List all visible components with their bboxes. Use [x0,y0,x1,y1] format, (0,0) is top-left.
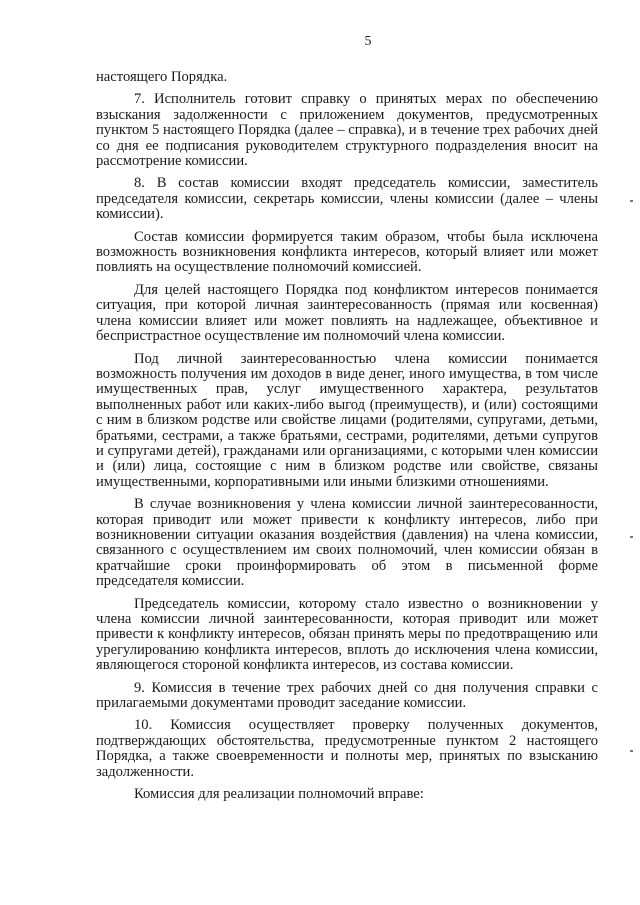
paragraph-notification-duty: В случае возникновения у члена комиссии личной заинтересованности, которая приводит или может привести к конфликту интересов, либо при возникновении ситуации оказания воздействия (давления) на члена комиссии, связанного с осуществлением им своих полномочий, член комиссии обязан в кратчайшие сроки проинформировать об этом в письменной форме председателя комиссии. [96,496,598,590]
document-body [96,70,598,802]
paragraph-conflict-definition: Для целей настоящего Порядка под конфликтом интересов понимается ситуация, при которой личная заинтересованность (прямая или косвенная) члена комиссии влияет или может повлиять на надлежащее, объективное и беспристрастное осуществление им полномочий члена комиссии. [96,281,598,345]
paragraph-continuation: настоящего Порядка. [96,69,228,85]
paragraph-item-9: 9. Комиссия в течение трех рабочих дней со дня получения справки с прилагаемыми документами проводит заседание комиссии. [96,679,598,712]
paragraph-commission-composition: Состав комиссии формируется таким образом, чтобы была исключена возможность возникновения конфликта интересов, который влияет или может повлиять на осуществление полномочий комиссией. [96,228,598,276]
scan-speck [630,536,633,538]
scan-speck [630,750,633,752]
paragraph-chairman-measures: Председатель комиссии, которому стало известно о возникновении у члена комиссии личной заинтересованности, которая приводит или может привести к конфликту интересов, обязан принять меры по предотвращению или урегулированию конфликта интересов, вплоть до исключения члена комиссии, являющегося стороной конфликта интересов, из состава комиссии. [96,595,598,674]
paragraph-personal-interest: Под личной заинтересованностью члена комиссии понимается возможность получения им доходов в виде денег, иного имущества, в том числе имущественных прав, услуг имущественного характера, результатов выполненных работ или каких-либо выгод (преимуществ), и (или) состоящими с ним в близком родстве или свойстве лицами (родителями, супругами, детьми, братьями, сестрами, а также братьями, сестрами, родителями, детьми супругов и супругами детей), гражданами или организациями, с которыми член комиссии и (или) лица, состоящие с ним в близком родстве или свойстве, связаны имущественными, корпоративными или иными близкими отношениями. [96,350,598,490]
paragraph-item-8: 8. В состав комиссии входят председатель комиссии, заместитель председателя комиссии, секретарь комиссии, члены комиссии (далее – члены комиссии). [96,175,598,223]
paragraph-commission-powers: Комиссия для реализации полномочий вправе: [134,786,424,803]
page-number: 5 [364,34,372,49]
scan-speck [630,200,633,202]
paragraph-item-10: 10. Комиссия осуществляет проверку полученных документов, подтверждающих обстоятельства, предусмотренные пунктом 2 настоящего Порядка, а также своевременности и полноты мер, принятых по взысканию задолженности. [96,717,598,780]
paragraph-item-7: 7. Исполнитель готовит справку о принятых мерах по обеспечению взыскания задолженности с приложением документов, предусмотренных пунктом 5 настоящего Порядка (далее – справка), и в течение трех рабочих дней со дня ее подписания руководителем структурного подразделения вносит на рассмотрение комиссии. [96,91,598,170]
